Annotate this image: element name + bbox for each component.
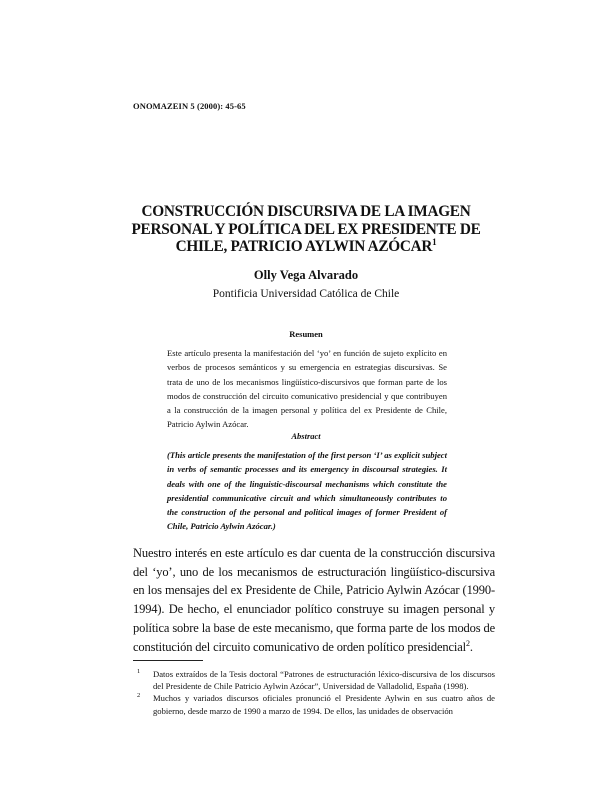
running-head: ONOMAZEIN 5 (2000): 45-65 [133, 101, 246, 111]
article-title [120, 203, 492, 256]
title-line-1: CONSTRUCCIÓN DISCURSIVA DE LA IMAGEN [141, 203, 471, 220]
abstract-heading: Abstract [291, 431, 321, 441]
title-footnote-marker[interactable]: 1 [432, 237, 437, 247]
footnote-1 [133, 668, 495, 692]
body-paragraph-text: Nuestro interés en este artículo es dar cuenta de la construcción discursiva del ‘yo’, uno de los mecanismos de estructuración lingüístico-discursiva en los mensajes del ex Presidente de Chile, Patricio Aylwin Azócar (1990-1994). De hecho, el enunciador político construye su imagen personal y política sobre la base de este mecanismo, que forma parte de los modos de constitución del circuito comunicativo de orden político presidencial [133, 546, 495, 654]
body-footnote-marker[interactable]: 2 [465, 638, 470, 648]
resumen-heading: Resumen [289, 329, 323, 339]
abstract-text: (This article presents the manifestation of the first person ‘I’ as explicit subject in verbs of semantic processes and its emergency in discoursal strategies. It deals with one of the linguistic-discoursal mechanisms which constitute the presidential communicative circuit and which simultaneously contributes to the construction of the personal and political images of former President of Chile, Patricio Aylwin Azócar.) [167, 450, 447, 532]
footnote-text: Muchos y variados discursos oficiales pronunció el Presidente Aylwin en sus cuatro años de gobierno, desde marzo de 1990 a marzo de 1994. De ellos, las unidades de observación [153, 693, 495, 716]
footnote-number: 2 [137, 692, 141, 700]
author-affiliation: Pontificia Universidad Católica de Chile [212, 288, 400, 300]
title-line-2: PERSONAL Y POLÍTICA DEL EX PRESIDENTE DE [131, 220, 481, 238]
footnote-text: Datos extraídos de la Tesis doctoral “Patrones de estructuración léxico-discursiva de los discursos del Presidente de Chile Patricio Aylwin Azócar”, Universidad de Valladolid, España (1998). [153, 669, 495, 692]
author-name: Olly Vega Alvarado [253, 268, 359, 282]
title-line-3-text: CHILE, PATRICIO AYLWIN AZÓCAR [175, 238, 433, 255]
title-line-3 [120, 238, 492, 256]
footnote-2 [133, 692, 495, 716]
body-paragraph [133, 544, 495, 656]
footnote-separator [133, 660, 203, 661]
footnote-number: 1 [137, 668, 141, 675]
resumen-text: Este artículo presenta la manifestación del ‘yo’ en función de sujeto explícito en verbos de procesos semánticos y su emergencia en estrategias discursivas. Se trata de uno de los mecanismos lingüístico-discursivos que forman parte de los modos de construcción del circuito comunicativo presidencial y que contribuyen a la construcción de la imagen personal y política del ex Presidente de Chile, Patricio Aylwin Azócar. [167, 348, 447, 430]
body-paragraph-end: . [469, 639, 473, 654]
footnotes [133, 668, 495, 717]
